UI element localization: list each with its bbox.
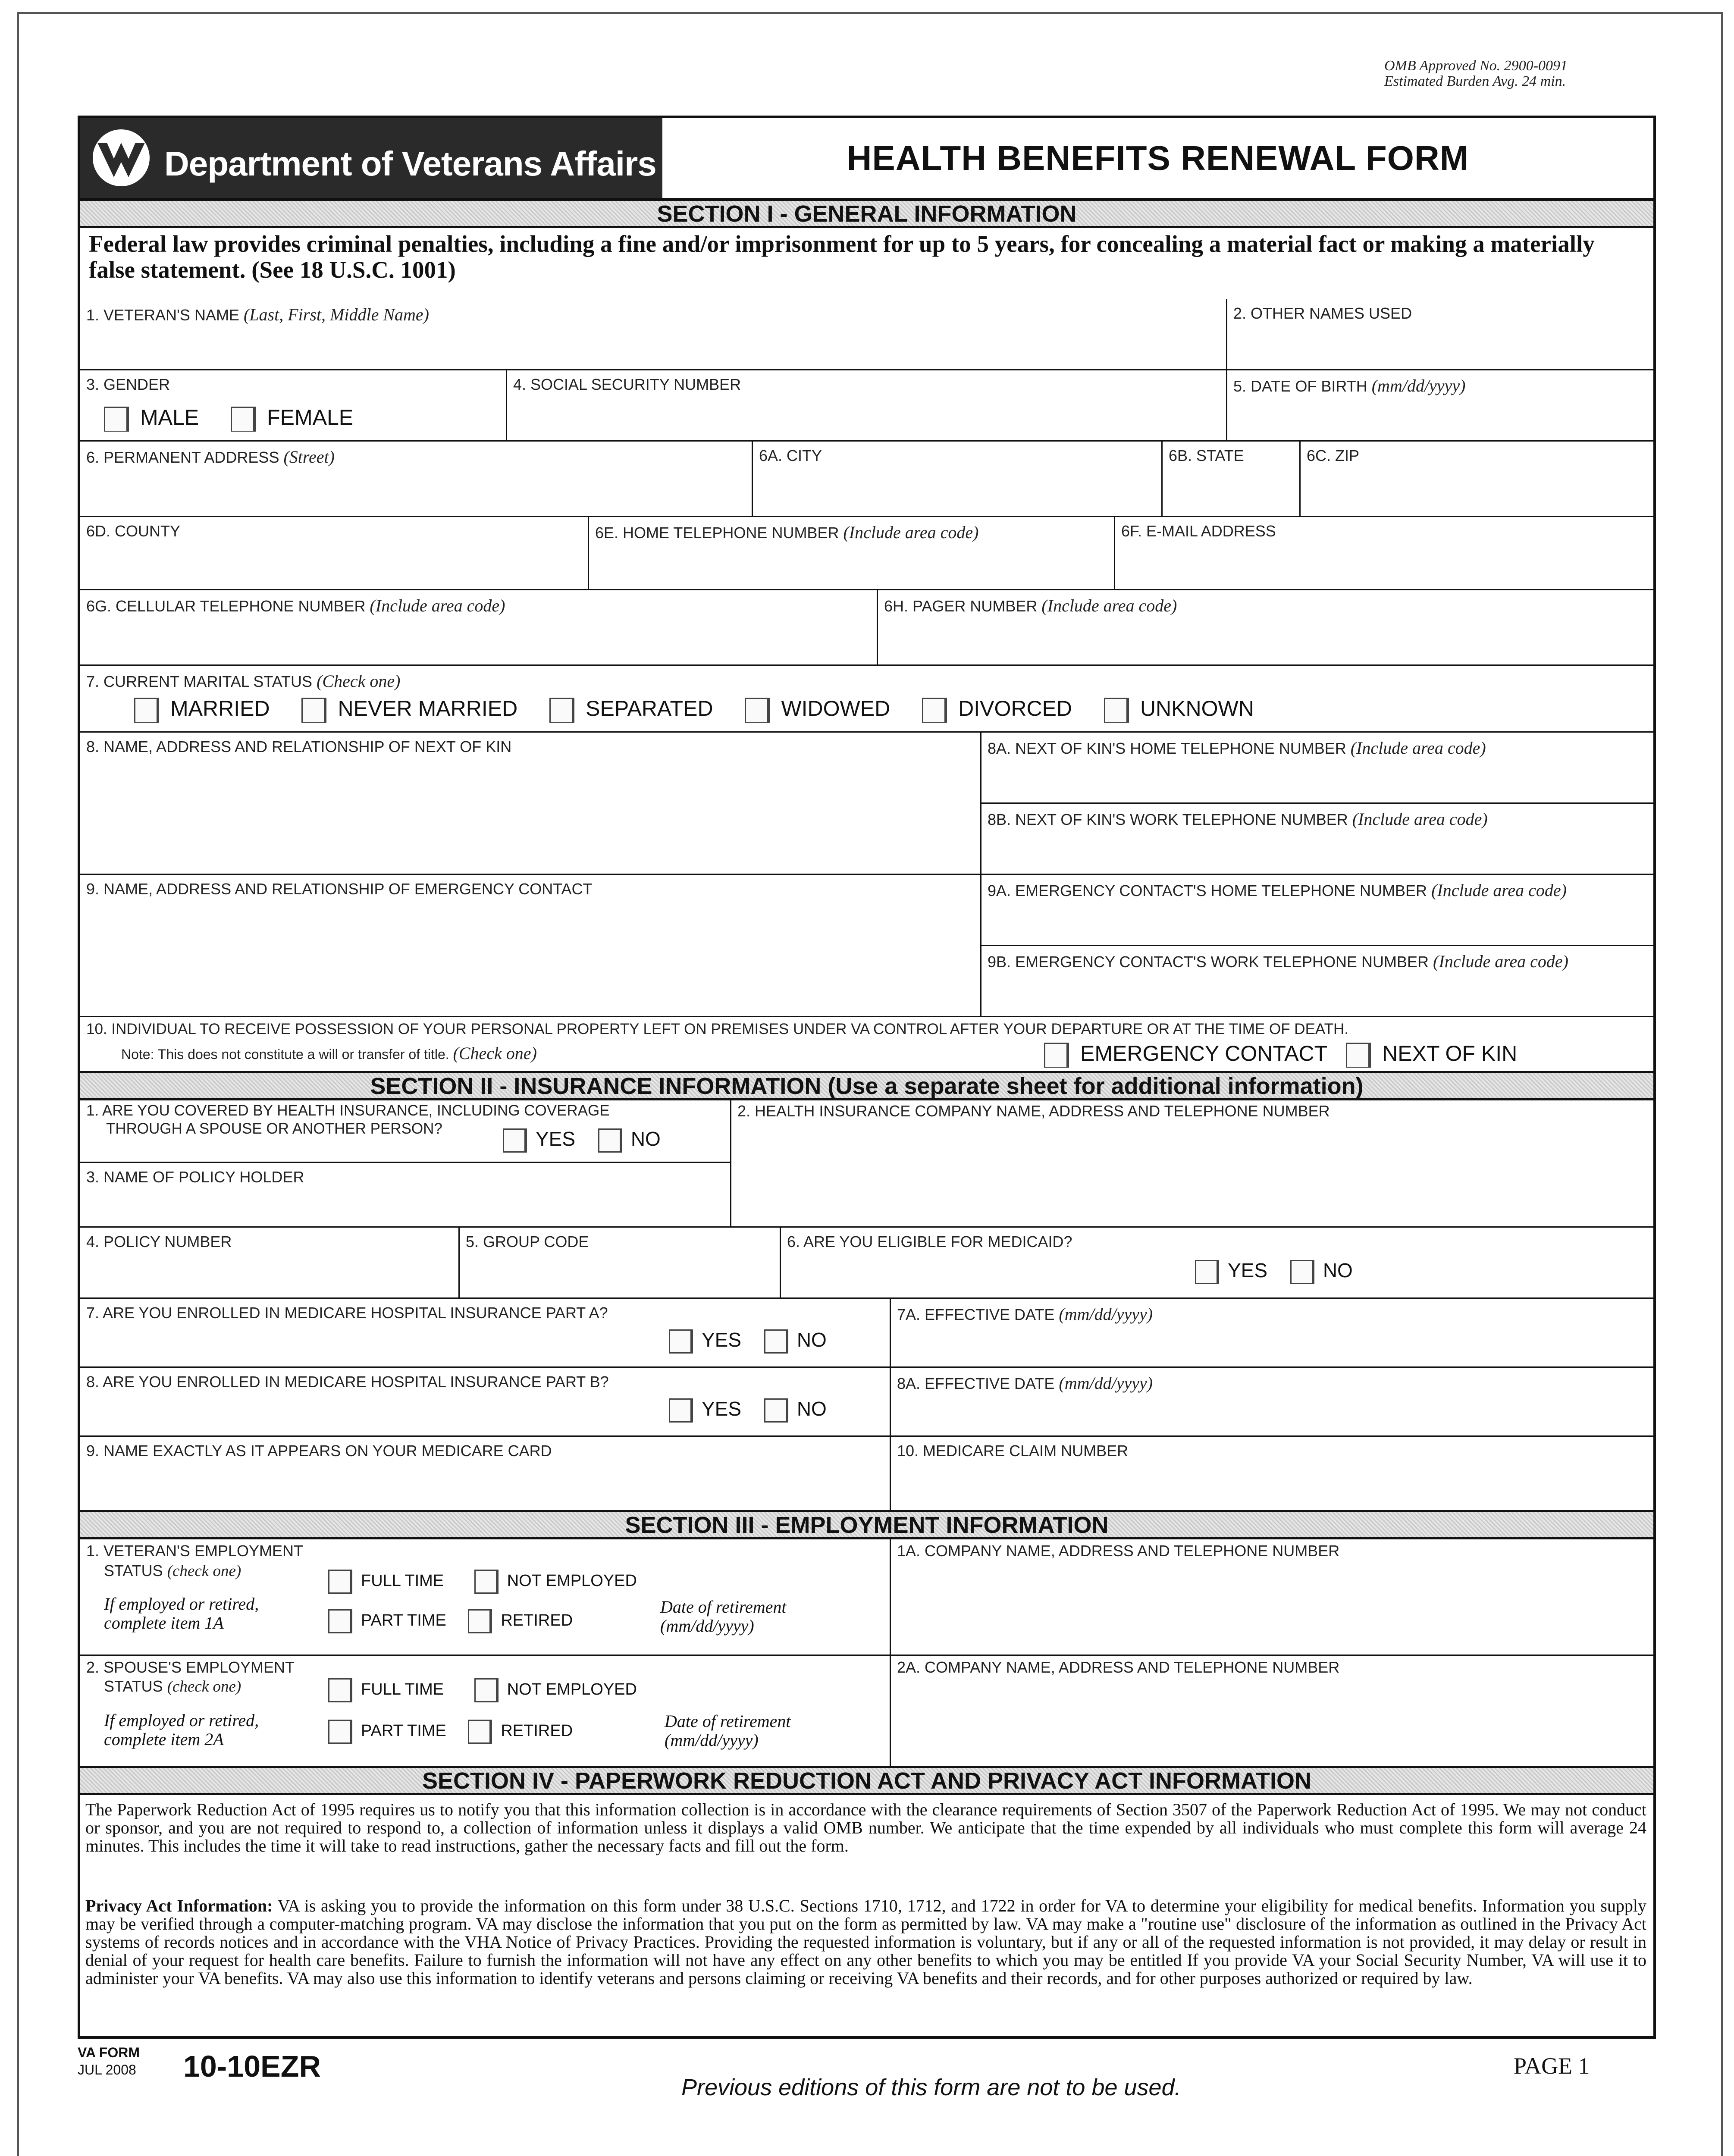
label: 4. POLICY NUMBER (86, 1233, 232, 1250)
city-field[interactable] (753, 442, 1163, 517)
medicaid-options (1195, 1259, 1353, 1284)
spouse-row2 (328, 1720, 573, 1744)
label: 1. VETERAN'S NAME (86, 306, 239, 324)
label: 4. SOCIAL SECURITY NUMBER (513, 376, 741, 393)
label: 9. NAME EXACTLY AS IT APPEARS ON YOUR MEDICARE CARD (86, 1442, 552, 1460)
unknown-checkbox[interactable] (1104, 698, 1129, 723)
previous-editions-note: Previous editions of this form are not to be used. (681, 2075, 1181, 2100)
vet-row1 (328, 1570, 637, 1594)
label-hint: (check one) (167, 1562, 241, 1580)
label: 5. DATE OF BIRTH (1233, 377, 1367, 395)
form-header (80, 118, 1653, 200)
part-time-label: PART TIME (361, 1722, 446, 1740)
form-number: 10-10EZR (183, 2049, 321, 2083)
other-names-field[interactable] (1227, 299, 1653, 370)
paperwork-reduction-paragraph: The Paperwork Reduction Act of 1995 requires us to notify you that this information collection is in accordance with the clearance requirements of Section 3507 of the Paperwork Reduction Act of 1995. We may not conduct or sponsor, and you are not required to respond to, a collection of information unless it displays a valid OMB number. We anticipate that the time expended by all individuals who must complete this form will average 24 minutes. This includes the time it will take to read instructions, gather the necessary facts and fill out the form. (85, 1800, 1646, 1855)
label-hint: (Include area code) (843, 523, 979, 542)
county-field[interactable] (80, 517, 589, 590)
not-employed-label: NOT EMPLOYED (507, 1572, 637, 1590)
label-hint: (mm/dd/yyyy) (1059, 1304, 1153, 1324)
label: 2. SPOUSE'S EMPLOYMENT (86, 1658, 295, 1676)
property-options (1044, 1041, 1517, 1068)
veteran-company-field[interactable] (891, 1539, 1653, 1656)
label: 8. NAME, ADDRESS AND RELATIONSHIP OF NEXT OF KIN (86, 738, 512, 755)
next-of-kin-field[interactable] (80, 733, 981, 875)
status-label (104, 1677, 241, 1696)
vet-retirement-date[interactable] (660, 1598, 787, 1636)
label-hint: (Check one) (317, 671, 401, 691)
label: 6D. COUNTY (86, 522, 181, 540)
label: 6F. E-MAIL ADDRESS (1121, 522, 1276, 540)
label: 2. HEALTH INSURANCE COMPANY NAME, ADDRESS AND TELEPHONE NUMBER (737, 1102, 1330, 1120)
insurance-company-field[interactable] (731, 1100, 1653, 1228)
label: 3. GENDER (86, 376, 170, 393)
privacy-heading: Privacy Act Information: (85, 1896, 273, 1915)
emergency-contact-label: EMERGENCY CONTACT (1080, 1041, 1327, 1065)
label: 1. VETERAN'S EMPLOYMENT (86, 1542, 303, 1560)
retired-label: RETIRED (501, 1611, 573, 1630)
no-label: NO (630, 1128, 661, 1150)
note-line: complete item 2A (104, 1730, 224, 1749)
label-hint: (Street) (283, 447, 335, 467)
label: 6E. HOME TELEPHONE NUMBER (595, 524, 839, 542)
note-line: If employed or retired, (104, 1594, 259, 1614)
state-field[interactable] (1163, 442, 1301, 517)
separated-label: SEPARATED (586, 696, 713, 721)
next-of-kin-checkbox[interactable] (1346, 1043, 1371, 1068)
male-label: MALE (140, 405, 199, 429)
label-cont: THROUGH A SPOUSE OR ANOTHER PERSON? (106, 1120, 442, 1137)
marital-status-field (80, 666, 1653, 733)
label: 2A. COMPANY NAME, ADDRESS AND TELEPHONE NUMBER (897, 1658, 1340, 1676)
email-field[interactable] (1115, 517, 1653, 590)
female-checkbox[interactable] (231, 407, 256, 432)
part-a-options (669, 1328, 827, 1354)
label: 10. INDIVIDUAL TO RECEIVE POSSESSION OF YOUR PERSONAL PROPERTY LEFT ON PREMISES UNDER VA CONTROL AFTER YOUR DEPARTURE OR AT THE TIME OF DEATH. (86, 1021, 1349, 1037)
section-2-title: SECTION II - INSURANCE INFORMATION (Use a separate sheet for additional information) (80, 1071, 1653, 1100)
label: 5. GROUP CODE (466, 1233, 589, 1250)
label-hint: (Include area code) (1433, 952, 1568, 971)
no-label: NO (796, 1398, 827, 1420)
unknown-label: UNKNOWN (1140, 696, 1254, 721)
part-b-effective-date-field[interactable] (891, 1368, 1653, 1437)
label: 6G. CELLULAR TELEPHONE NUMBER (86, 597, 366, 615)
health-insurance-coverage-field (80, 1100, 731, 1163)
employment-note (104, 1595, 259, 1633)
never-married-label: NEVER MARRIED (338, 696, 518, 721)
no-label: NO (796, 1329, 827, 1351)
label: 9B. EMERGENCY CONTACT'S WORK TELEPHONE NUMBER (988, 953, 1429, 971)
spouse-company-field[interactable] (891, 1656, 1653, 1766)
privacy-text: VA is asking you to provide the information on this form under 38 U.S.C. Sections 1710, 1712, and 1722 in order for VA to determine your eligibility for medical benefits. Information you supply may be verified through a computer-matching program. VA may disclose the information that you put on the form as permitted by law. VA may make a "routine use" disclosure of the information as outlined in the Privacy Act systems of records notices and in accordance with the VHA Notice of Privacy Practices. Providing the requested information is voluntary, but if any or all of the requested information is not provided, it may delay or result in denial of your request for health care benefits. Failure to furnish the information will not have any effect on any other benefits to which you may be entitled If you provide VA your Social Security Number, VA will use it to administer your VA benefits. VA may also use this information to identify veterans and persons claiming or receiving VA benefits and their records, and for other purposes authorized or required by law. (85, 1896, 1646, 1988)
emergency-contact-checkbox[interactable] (1044, 1043, 1069, 1068)
label-hint: (Include area code) (1350, 738, 1486, 758)
retirement-format: (mm/dd/yyyy) (660, 1616, 754, 1636)
coverage-options (503, 1127, 661, 1153)
medicare-claim-number-field[interactable] (891, 1437, 1653, 1510)
label-hint: (Last, First, Middle Name) (243, 305, 429, 324)
label: 3. NAME OF POLICY HOLDER (86, 1168, 304, 1186)
vet-row2 (328, 1609, 573, 1633)
status-label (104, 1562, 241, 1580)
married-label: MARRIED (170, 696, 270, 721)
retirement-format: (mm/dd/yyyy) (665, 1730, 759, 1750)
medicare-card-name-field[interactable] (80, 1437, 891, 1510)
policy-number-field[interactable] (80, 1228, 460, 1299)
label-hint: (Include area code) (1041, 596, 1177, 615)
section-1-title: SECTION I - GENERAL INFORMATION (80, 199, 1653, 228)
yes-label: YES (702, 1329, 742, 1351)
gender-options (104, 405, 353, 432)
label-hint: (mm/dd/yyyy) (1059, 1373, 1153, 1393)
cell-phone-field[interactable] (80, 590, 878, 666)
property-recipient-field (80, 1017, 1653, 1071)
married-checkbox[interactable] (134, 698, 159, 723)
form-title: HEALTH BENEFITS RENEWAL FORM (847, 139, 1469, 177)
label: 6. ARE YOU ELIGIBLE FOR MEDICAID? (787, 1233, 1072, 1250)
spouse-part-time-checkbox[interactable] (328, 1720, 352, 1744)
gender-field (80, 370, 507, 442)
marital-options (134, 696, 1254, 723)
kin-home-phone-field[interactable] (981, 733, 1653, 804)
emergency-home-phone-field[interactable] (981, 875, 1653, 946)
never-married-checkbox[interactable] (301, 698, 326, 723)
label: 7A. EFFECTIVE DATE (897, 1306, 1055, 1323)
male-checkbox[interactable] (104, 407, 129, 432)
spouse-not-employed-checkbox[interactable] (474, 1678, 499, 1702)
divorced-label: DIVORCED (958, 696, 1072, 721)
label: 6A. CITY (759, 447, 822, 464)
female-label: FEMALE (267, 405, 354, 429)
label: 7. CURRENT MARITAL STATUS (86, 673, 313, 690)
home-phone-field[interactable] (589, 517, 1115, 590)
widowed-label: WIDOWED (781, 696, 891, 721)
form-id-block (78, 2044, 140, 2078)
not-employed-label: NOT EMPLOYED (507, 1680, 637, 1699)
part-time-label: PART TIME (361, 1611, 446, 1630)
note-line: If employed or retired, (104, 1711, 259, 1730)
divorced-checkbox[interactable] (922, 698, 947, 723)
vet-not-employed-checkbox[interactable] (474, 1570, 499, 1594)
label: 9. NAME, ADDRESS AND RELATIONSHIP OF EMERGENCY CONTACT (86, 880, 593, 898)
note-line: complete item 1A (104, 1613, 224, 1633)
part-b-options (669, 1397, 827, 1423)
section-3-title: SECTION III - EMPLOYMENT INFORMATION (80, 1510, 1653, 1539)
retirement-label: Date of retirement (665, 1711, 791, 1731)
veteran-name-field[interactable] (80, 299, 1227, 370)
health-benefits-renewal-form (78, 116, 1656, 2039)
label: 6B. STATE (1169, 447, 1244, 464)
va-form-label: VA FORM (78, 2045, 140, 2060)
retired-label: RETIRED (501, 1722, 573, 1740)
agency-name: Department of Veterans Affairs (164, 144, 656, 183)
spouse-employment-field (80, 1656, 891, 1766)
label-hint: (check one) (167, 1678, 241, 1695)
yes-label: YES (702, 1398, 742, 1420)
ssn-field[interactable] (507, 370, 1227, 442)
coverage-yes-checkbox[interactable] (503, 1128, 527, 1153)
section-4-title: SECTION IV - PAPERWORK REDUCTION ACT AND PRIVACY ACT INFORMATION (80, 1766, 1653, 1795)
retirement-label: Date of retirement (660, 1597, 787, 1617)
note-text: Note: This does not constitute a will or transfer of title. (121, 1047, 449, 1062)
street-address-field[interactable] (80, 442, 753, 517)
next-of-kin-label: NEXT OF KIN (1382, 1041, 1518, 1065)
label-hint: (Include area code) (1352, 809, 1488, 829)
spouse-row1 (328, 1678, 637, 1702)
page-number: PAGE 1 (1514, 2053, 1590, 2079)
part-a-yes-checkbox[interactable] (669, 1329, 693, 1354)
va-header-block (80, 118, 662, 198)
dob-field[interactable] (1227, 370, 1653, 442)
label: 9A. EMERGENCY CONTACT'S HOME TELEPHONE NUMBER (988, 882, 1427, 899)
vet-part-time-checkbox[interactable] (328, 1609, 352, 1633)
zip-field[interactable] (1301, 442, 1653, 517)
medicaid-no-checkbox[interactable] (1290, 1260, 1314, 1284)
status-text: STATUS (104, 1562, 163, 1579)
full-time-label: FULL TIME (361, 1572, 444, 1590)
label: 1. ARE YOU COVERED BY HEALTH INSURANCE, INCLUDING COVERAGE (86, 1102, 610, 1119)
label: 6C. ZIP (1307, 447, 1360, 464)
medicare-part-a-field (80, 1299, 891, 1368)
label: 8. ARE YOU ENROLLED IN MEDICARE HOSPITAL INSURANCE PART B? (86, 1373, 609, 1391)
federal-law-warning: Federal law provides criminal penalties, including a fine and/or imprisonment for up to 5 years, for concealing a material fact or making a materially false statement. (See 18 U.S.C. 1001) (89, 231, 1595, 283)
privacy-act-paragraph (85, 1897, 1646, 1987)
kin-work-phone-field[interactable] (981, 804, 1653, 875)
emergency-contact-field[interactable] (80, 875, 981, 1017)
status-text: STATUS (104, 1677, 163, 1695)
part-b-no-checkbox[interactable] (764, 1398, 788, 1423)
veteran-employment-field (80, 1539, 891, 1656)
spouse-retired-checkbox[interactable] (468, 1720, 492, 1744)
form-date: JUL 2008 (78, 2062, 136, 2078)
label: 6H. PAGER NUMBER (884, 597, 1038, 615)
label: 7. ARE YOU ENROLLED IN MEDICARE HOSPITAL INSURANCE PART A? (86, 1304, 608, 1322)
omb-approval: OMB Approved No. 2900-0091 Estimated Burden Avg. 24 min. (1384, 58, 1568, 89)
coverage-no-checkbox[interactable] (598, 1128, 622, 1153)
medicare-part-b-field (80, 1368, 891, 1437)
label-hint: (mm/dd/yyyy) (1371, 376, 1466, 395)
widowed-checkbox[interactable] (745, 698, 770, 723)
spouse-full-time-checkbox[interactable] (328, 1678, 352, 1702)
label: 10. MEDICARE CLAIM NUMBER (897, 1442, 1129, 1460)
label: 1A. COMPANY NAME, ADDRESS AND TELEPHONE NUMBER (897, 1542, 1340, 1560)
full-time-label: FULL TIME (361, 1680, 444, 1699)
employment-note (104, 1711, 259, 1749)
medicaid-field (781, 1228, 1653, 1299)
medicaid-yes-checkbox[interactable] (1195, 1260, 1219, 1284)
label: 8B. NEXT OF KIN'S WORK TELEPHONE NUMBER (988, 811, 1348, 828)
yes-label: YES (536, 1128, 576, 1150)
part-b-yes-checkbox[interactable] (669, 1398, 693, 1423)
label: 2. OTHER NAMES USED (1233, 304, 1412, 322)
group-code-field[interactable] (460, 1228, 781, 1299)
spouse-retirement-date[interactable] (665, 1712, 791, 1750)
separated-checkbox[interactable] (549, 698, 574, 723)
label: 8A. NEXT OF KIN'S HOME TELEPHONE NUMBER (988, 740, 1346, 757)
policy-holder-field[interactable] (80, 1163, 731, 1228)
part-a-effective-date-field[interactable] (891, 1299, 1653, 1368)
label: 6. PERMANENT ADDRESS (86, 448, 279, 466)
emergency-work-phone-field[interactable] (981, 946, 1653, 1017)
part-a-no-checkbox[interactable] (764, 1329, 788, 1354)
vet-full-time-checkbox[interactable] (328, 1570, 352, 1594)
yes-label: YES (1228, 1259, 1268, 1282)
va-logo-icon (89, 128, 154, 188)
property-note (121, 1043, 537, 1063)
label-hint: (Check one) (453, 1044, 537, 1063)
pager-field[interactable] (878, 590, 1653, 666)
label-hint: (Include area code) (370, 596, 505, 615)
label: 8A. EFFECTIVE DATE (897, 1375, 1055, 1392)
vet-retired-checkbox[interactable] (468, 1609, 492, 1633)
label-hint: (Include area code) (1431, 881, 1567, 900)
no-label: NO (1323, 1259, 1353, 1282)
